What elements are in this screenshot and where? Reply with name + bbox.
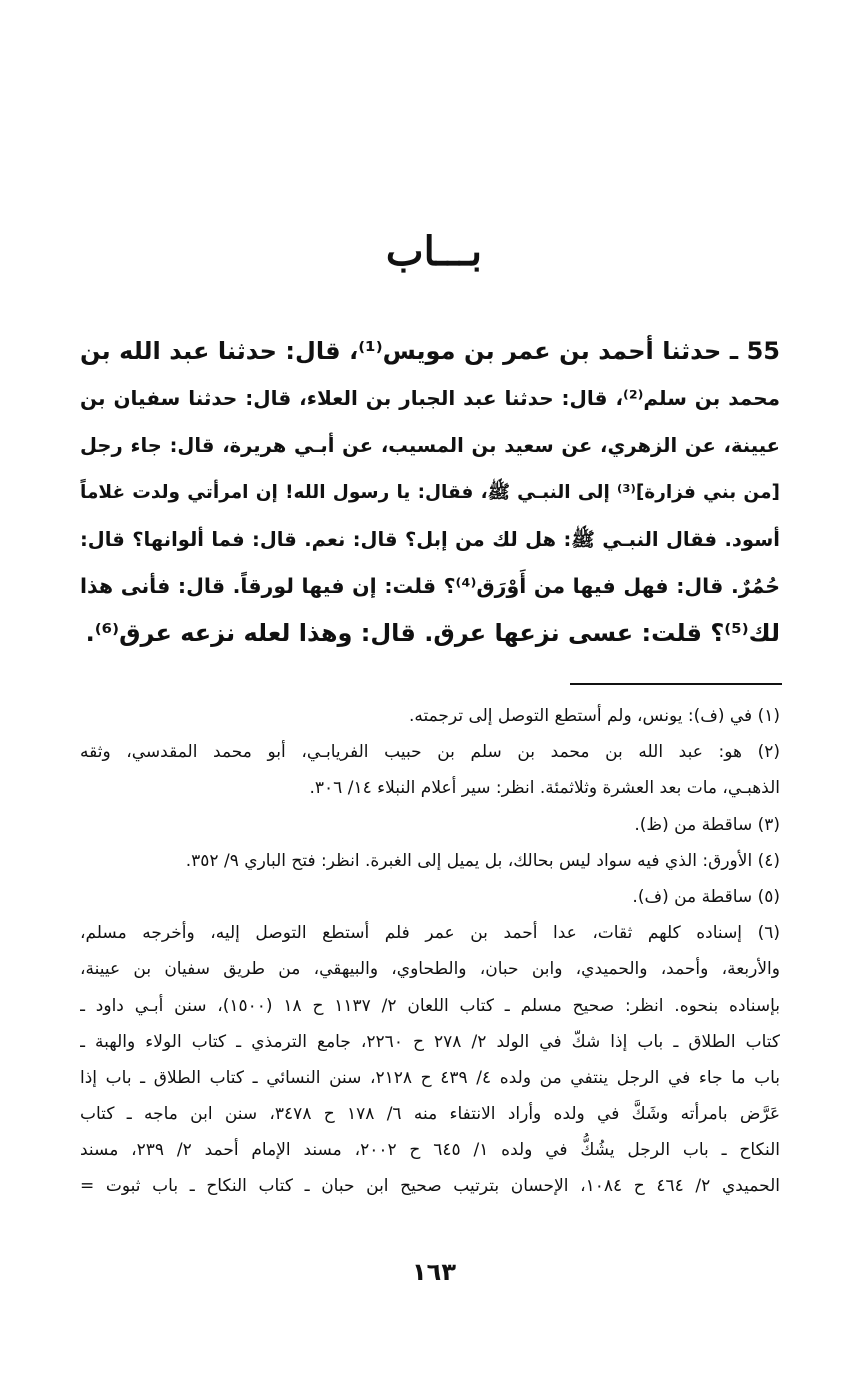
hadith-text [80, 328, 780, 657]
footnote-line: كتاب الطلاق ـ باب إذا شكّ في الولد ٢/ ٢٧٨ ح ٢٢٦٠، جامع الترمذي ـ كتاب الولاء والهبة ـ [80, 1031, 780, 1052]
footnote-line: (٢) هو: عبد الله بن محمد بن سلم بن حبيب الفريابـي، أبو محمد المقدسي، وثقه [80, 742, 780, 763]
footnote-line: (٤) الأورق: الذي فيه سواد ليس بحالك، بل يميل إلى الغبرة. انظر: فتح الباري ٩/ ٣٥٢. [185, 850, 780, 871]
hadith-line [80, 328, 780, 375]
hadith-line-text: ـ حدثنا أحمد بن عمر بن مويس⁽¹⁾، قال: حدثنا عبد الله بن [80, 337, 739, 365]
footnotes [80, 698, 780, 1205]
footnote-line: (٦) إسناده كلهم ثقات، عدا أحمد بن عمر فلم أستطع التوصل إليه، وأخرجه مسلم، [80, 923, 780, 944]
hadith-line: [من بني فزارة]⁽³⁾ إلى النبـي ﷺ، فقال: يا رسول الله! إن امرأتي ولدت غلاماً [80, 482, 780, 503]
hadith-line: محمد بن سلم⁽²⁾، قال: حدثنا عبد الجبار بن العلاء، قال: حدثنا سفيان بن [80, 386, 780, 410]
footnote-line: الذهبـي، مات بعد العشرة وثلاثمئة. انظر: سير أعلام النبلاء ١٤/ ٣٠٦. [309, 778, 780, 799]
footnote-separator [570, 683, 782, 685]
footnote-line: (٥) ساقطة من (ف). [632, 886, 780, 907]
footnote-line: والأربعة، وأحمد، والحميدي، وابن حبان، والطحاوي، والبيهقي، من طريق سفيان بن عيينة، [80, 959, 780, 980]
hadith-line: عيينة، عن الزهري، عن سعيد بن المسيب، عن أبـي هريرة، قال: جاء رجل [80, 434, 780, 457]
footnote-line: عَرَّض بامرأته وشَكَّ في ولده وأراد الانتفاء منه ٦/ ١٧٨ ح ٣٤٧٨، سنن ابن ماجه ـ كتاب [80, 1104, 780, 1125]
hadith-line: لك⁽⁵⁾؟ قلت: عسى نزعها عرق. قال: وهذا لعله نزعه عرق⁽⁶⁾. [85, 619, 780, 647]
footnote-line: الحميدي ٢/ ٤٦٤ ح ١٠٨٤، الإحسان بترتيب صحيح ابن حبان ـ كتاب النكاح ـ باب ثبوت = [80, 1176, 780, 1197]
hadith-line: حُمُرٌ. قال: فهل فيها من أَوْرَق⁽⁴⁾؟ قلت: إن فيها لورقاً. قال: فأنى هذا [80, 574, 780, 598]
footnote-line: النكاح ـ باب الرجل يشُكُّ في ولده ١/ ٦٤٥ ح ٢٠٠٢، مسند الإمام أحمد ٢/ ٢٣٩، مسند [80, 1140, 780, 1161]
footnote-line: بإسناده بنحوه. انظر: صحيح مسلم ـ كتاب اللعان ٢/ ١١٣٧ ح ١٨ (١٥٠٠)، سنن أبـي داود ـ [80, 995, 780, 1016]
page-number: ١٦٣ [412, 1258, 456, 1286]
footnote-line: (١) في (ف): يونس، ولم أستطع التوصل إلى ترجمته. [408, 706, 780, 726]
hadith-line: أسود. فقال النبـي ﷺ: هل لك من إبل؟ قال: نعم. قال: فما ألوانها؟ قال: [80, 528, 780, 551]
chapter-title: بـــاب [385, 228, 483, 275]
hadith-number: 55 [746, 337, 780, 365]
footnote-line: باب ما جاء في الرجل ينتفي من ولده ٤/ ٤٣٩ ح ٢١٢٨، سنن النسائي ـ كتاب الطلاق ـ باب إذا [80, 1067, 780, 1088]
footnote-line: (٣) ساقطة من (ظ). [634, 814, 780, 835]
